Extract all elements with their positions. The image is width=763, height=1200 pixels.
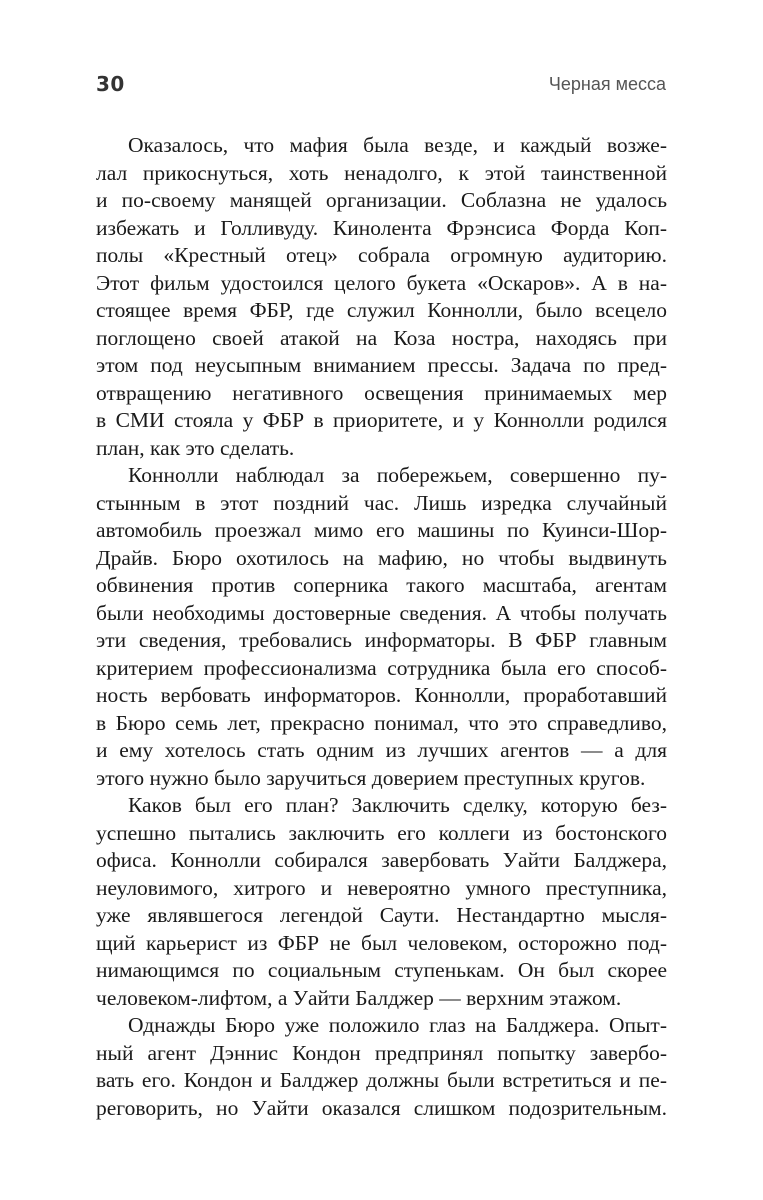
text-line: Коннолли наблюдал за побережьем, совершенно пу-	[128, 463, 667, 487]
text-line: щий карьерист из ФБР не был человеком, осторожно под-	[96, 930, 667, 955]
text-line: обвинения против соперника такого масштаба, агентам	[96, 573, 667, 597]
text-line: критерием профессионализма сотрудника была его способ-	[96, 655, 667, 680]
running-title: Черная месса	[548, 74, 666, 94]
text-line: избежать и Голливуду. Кинолента Фрэнсиса Форда Коп-	[96, 215, 667, 240]
text-line: нимающимся по социальным ступенькам. Он был скорее	[96, 958, 667, 982]
text-line: план, как это сделать.	[96, 435, 295, 460]
text-line: этом под неусыпным вниманием прессы. Задача по пред-	[96, 353, 667, 377]
text-line: в СМИ стояла у ФБР в приоритете, и у Коннолли родился	[96, 408, 667, 432]
text-line: и по-своему манящей организации. Соблазна не удалось	[96, 188, 667, 212]
text-line: уже являвшегося легендой Саути. Нестандартно мысля-	[96, 903, 667, 927]
text-line: полы «Крестный отец» собрала огромную аудиторию.	[96, 243, 667, 267]
text-line: Этот фильм удостоился целого букета «Оскаров». А в на-	[96, 270, 667, 295]
text-line: эти сведения, требовались информаторы. В ФБР главным	[96, 628, 667, 652]
text-line: человеком-лифтом, а Уайти Балджер — верхним этажом.	[96, 985, 622, 1010]
text-line: лал прикоснуться, хоть ненадолго, к этой таинственной	[96, 160, 667, 185]
text-line: отвращению негативного освещения принимаемых мер	[96, 380, 667, 405]
text-line: и ему хотелось стать одним из лучших агентов — а для	[96, 738, 667, 762]
text-line: офиса. Коннолли собирался завербовать Уайти Балджера,	[96, 848, 667, 872]
text-line: были необходимы достоверные сведения. А чтобы получать	[96, 600, 667, 625]
text-line: ность вербовать информаторов. Коннолли, проработавший	[96, 683, 667, 707]
text-line: в Бюро семь лет, прекрасно понимал, что это справедливо,	[96, 710, 667, 735]
text-line: успешно пытались заключить его коллеги из бостонского	[96, 820, 667, 845]
text-line: автомобиль проезжал мимо его машины по Куинси-Шор-	[96, 518, 667, 542]
text-line: ный агент Дэннис Кондон предпринял попытку завербо-	[96, 1040, 667, 1065]
page-header	[96, 72, 666, 104]
text-line: вать его. Кондон и Балджер должны были встретиться и пе-	[96, 1068, 667, 1092]
text-line: Каков был его план? Заключить сделку, которую без-	[128, 793, 667, 817]
text-line: стынным в этот поздний час. Лишь изредка случайный	[96, 490, 667, 515]
text-line: этого нужно было заручиться доверием преступных кругов.	[96, 765, 646, 790]
body-text	[96, 132, 667, 1122]
text-line: Драйв. Бюро охотилось на мафию, но чтобы выдвинуть	[96, 545, 667, 570]
text-line: Однажды Бюро уже положило глаз на Балджера. Опыт-	[128, 1013, 667, 1037]
text-line: реговорить, но Уайти оказался слишком подозрительным.	[96, 1095, 667, 1120]
text-line: Оказалось, что мафия была везде, и каждый возже-	[128, 133, 667, 157]
text-line: стоящее время ФБР, где служил Коннолли, было всецело	[96, 298, 667, 322]
text-line: неуловимого, хитрого и невероятно умного преступника,	[96, 875, 667, 900]
text-line: поглощено своей атакой на Коза ностра, находясь при	[96, 325, 667, 350]
page-number: 30	[96, 72, 125, 96]
